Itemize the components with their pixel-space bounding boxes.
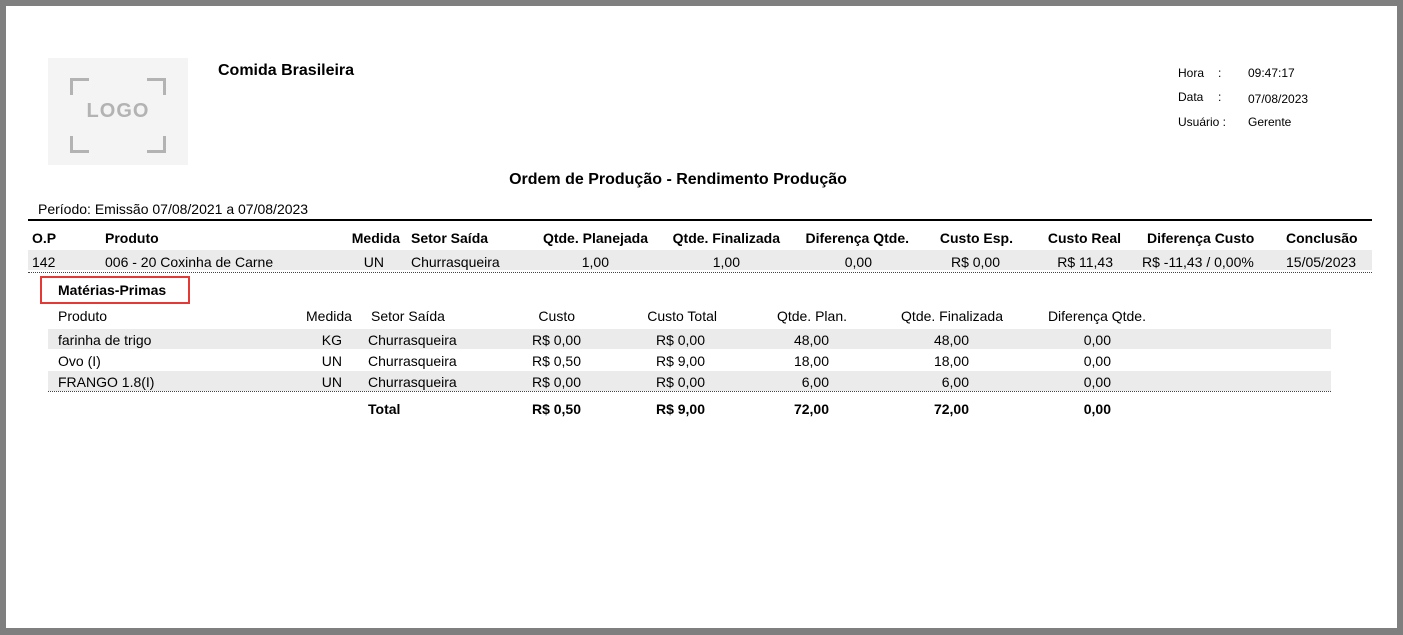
sub-cell-custo: R$ 0,00 [531,374,581,390]
cell-conclusao: 15/05/2023 [1286,254,1357,270]
sub-cell-diferenca-qtde: 0,00 [1083,353,1111,369]
sub-cell-setor: Churrasqueira [368,374,457,390]
cell-qtde-finalizada: 1,00 [712,254,740,270]
sub-cell-custo: R$ 0,50 [531,353,581,369]
col-header-custo-esp: Custo Esp. [939,230,1013,246]
cell-diferenca-custo: R$ -11,43 / 0,00% [1142,254,1254,270]
col-header-produto: Produto [105,230,159,246]
logo-text: LOGO [86,100,150,122]
logo-corner-icon [70,136,89,153]
sub-cell-qtde-plan: 6,00 [801,374,829,390]
sub-header-medida: Medida [306,308,352,324]
header-divider [28,219,1372,221]
total-qtde-plan: 72,00 [793,401,829,417]
sub-header-qtde-plan: Qtde. Plan. [776,308,847,324]
company-name: Comida Brasileira [218,62,355,79]
col-header-qtde-planejada: Qtde. Planejada [542,230,648,246]
col-header-diferenca-custo: Diferença Custo [1147,230,1255,246]
sub-cell-custo-total: R$ 0,00 [655,332,705,348]
sub-cell-diferenca-qtde: 0,00 [1083,332,1111,348]
sub-header-diferenca-qtde: Diferença Qtde. [1047,308,1146,324]
total-label: Total [368,401,401,417]
total-custo-total: R$ 9,00 [655,401,705,417]
col-header-medida: Medida [351,230,400,246]
total-diferenca-qtde: 0,00 [1083,401,1111,417]
meta-label-hora: Hora [1178,66,1205,80]
cell-qtde-planejada: 1,00 [581,254,609,270]
sub-cell-custo-total: R$ 0,00 [655,374,705,390]
col-header-conclusao: Conclusão [1286,230,1358,246]
cell-custo-real: R$ 11,43 [1057,254,1113,270]
total-dotted-divider [48,391,1331,392]
report-title: Ordem de Produção - Rendimento Produção [509,171,847,188]
logo-corner-icon [147,136,166,153]
sub-cell-produto: Ovo (I) [58,353,101,369]
col-header-diferenca-qtde: Diferença Qtde. [805,230,909,246]
sub-header-custo: Custo [538,308,575,324]
sub-cell-medida: KG [321,332,342,348]
meta-value-usuario: Gerente [1248,115,1292,129]
col-header-op: O.P [32,230,57,246]
meta-sep: : [1218,90,1222,104]
meta-value-data: 07/08/2023 [1248,92,1309,106]
sub-header-setor: Setor Saída [371,308,445,324]
sub-cell-qtde-finalizada: 18,00 [933,353,969,369]
cell-medida: UN [363,254,384,270]
sub-cell-qtde-plan: 18,00 [793,353,829,369]
period-text: Período: Emissão 07/08/2021 a 07/08/2023 [38,201,309,217]
logo-corner-icon [70,78,89,95]
meta-label-usuario: Usuário : [1178,115,1227,129]
sub-cell-diferenca-qtde: 0,00 [1083,374,1111,390]
sub-cell-medida: UN [321,353,342,369]
cell-setor: Churrasqueira [411,254,500,270]
cell-custo-esp: R$ 0,00 [950,254,1000,270]
cell-diferenca-qtde: 0,00 [844,254,872,270]
meta-sep: : [1218,66,1222,80]
cell-produto: 006 - 20 Coxinha de Carne [105,254,274,270]
sub-cell-produto: FRANGO 1.8(I) [58,374,155,390]
sub-header-produto: Produto [58,308,108,324]
logo-placeholder [48,58,188,165]
total-custo: R$ 0,50 [531,401,581,417]
meta-value-hora: 09:47:17 [1248,66,1295,80]
cell-op: 142 [32,254,56,270]
report-page [6,6,1397,628]
row-dotted-divider [28,272,1372,273]
meta-label-data: Data [1178,90,1204,104]
sub-cell-qtde-finalizada: 48,00 [933,332,969,348]
sub-cell-setor: Churrasqueira [368,332,457,348]
total-qtde-finalizada: 72,00 [933,401,969,417]
sub-header-qtde-finalizada: Qtde. Finalizada [901,308,1003,324]
sub-cell-custo: R$ 0,00 [531,332,581,348]
sub-header-custo-total: Custo Total [647,308,717,324]
sub-cell-custo-total: R$ 9,00 [655,353,705,369]
logo-corner-icon [147,78,166,95]
materias-primas-title: Matérias-Primas [58,282,167,298]
col-header-custo-real: Custo Real [1047,230,1121,246]
sub-cell-produto: farinha de trigo [58,332,152,348]
col-header-qtde-finalizada: Qtde. Finalizada [672,230,780,246]
sub-cell-qtde-plan: 48,00 [793,332,829,348]
col-header-setor: Setor Saída [411,230,489,246]
sub-cell-medida: UN [321,374,342,390]
sub-cell-setor: Churrasqueira [368,353,457,369]
sub-cell-qtde-finalizada: 6,00 [941,374,969,390]
